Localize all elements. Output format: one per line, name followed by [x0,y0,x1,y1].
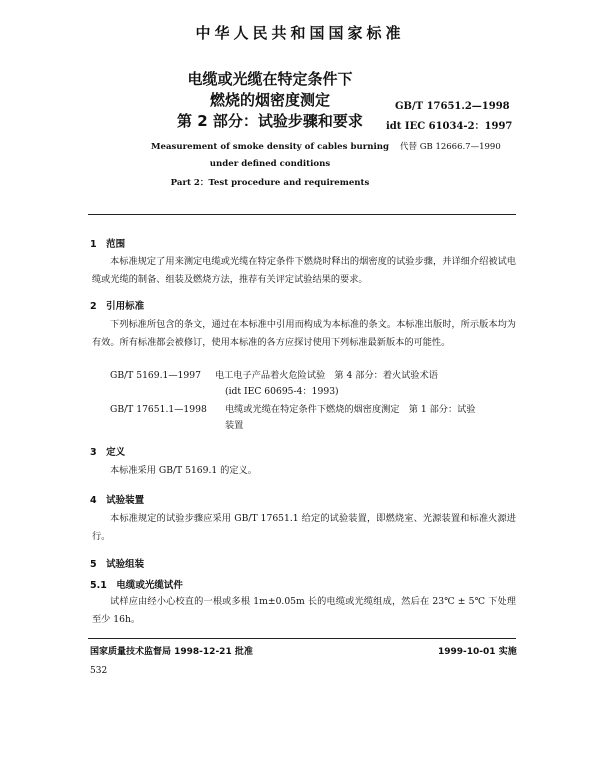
section-1-heading: 1 范围 [90,239,126,250]
section-5-1-heading: 5.1 电缆或光缆试件 [90,580,183,591]
section-2-heading: 2 引用标准 [90,301,145,312]
ref1-idt: (idt IEC 60695-4：1993) [225,386,339,397]
implementation-date: 1999-10-01 实施 [438,647,517,657]
title-cn-line3: 第 2 部分：试验步骤和要求 [177,112,363,130]
title-cn-line2: 燃烧的烟密度测定 [209,91,330,109]
section-1-text: 本标准规定了用来测定电缆或光缆在特定条件下燃烧时释出的烟密度的试验步骤，并详细介绍被试电缆或光缆的制备、组装及燃烧方法，推荐有关评定试验结果的要求。 [92,256,516,285]
title-en-line1: Measurement of smoke density of cables burning [150,142,390,152]
standard-number: GB/T 17651.2—1998 [395,101,510,112]
page-number: 532 [90,666,108,676]
ref1-code: GB/T 5169.1—1997 [110,370,201,381]
header-divider [88,214,516,215]
section-5-heading: 5 试验组装 [90,559,145,570]
ref2-code: GB/T 17651.1—1998 [110,404,207,415]
section-4-heading: 4 试验装置 [90,495,145,506]
equivalent-standard: idt IEC 61034-2：1997 [386,121,513,132]
section-3-heading: 3 定义 [90,447,126,458]
ref2-title-cont: 装置 [225,420,244,431]
replaces-standard: 代替 GB 12666.7—1990 [400,142,501,152]
approval-line: 国家质量技术监督局 1998-12-21 批准 [90,647,253,657]
title-cn-line1: 电缆或光缆在特定条件下 [187,70,353,88]
issuing-body-title: 中华人民共和国国家标准 [195,24,405,42]
ref1-title: 电工电子产品着火危险试验 第 4 部分：着火试验术语 [215,370,438,381]
section-5-1-text: 试样应由经小心校直的一根或多根 1m±0.05m 长的电缆或光缆组成，然后在 23℃ ± 5℃ 下处理至少 16h。 [92,596,516,625]
ref2-title: 电缆或光缆在特定条件下燃烧的烟密度测定 第 1 部分：试验 [225,404,476,415]
section-4-text: 本标准规定的试验步骤应采用 GB/T 17651.1 给定的试验装置，即燃烧室、光源装置和标准火源进行。 [92,513,516,542]
title-en-line3: Part 2：Test procedure and requirements [170,178,370,188]
title-en-line2: under defined conditions [209,159,331,169]
section-2-text: 下列标准所包含的条文，通过在本标准中引用而构成为本标准的条文。本标准出版时，所示版本均为有效。所有标准都会被修订，使用本标准的各方应探讨使用下列标准最新版本的可能性。 [92,319,516,348]
footer-divider [88,638,516,639]
section-3-text: 本标准采用 GB/T 5169.1 的定义。 [110,465,257,476]
